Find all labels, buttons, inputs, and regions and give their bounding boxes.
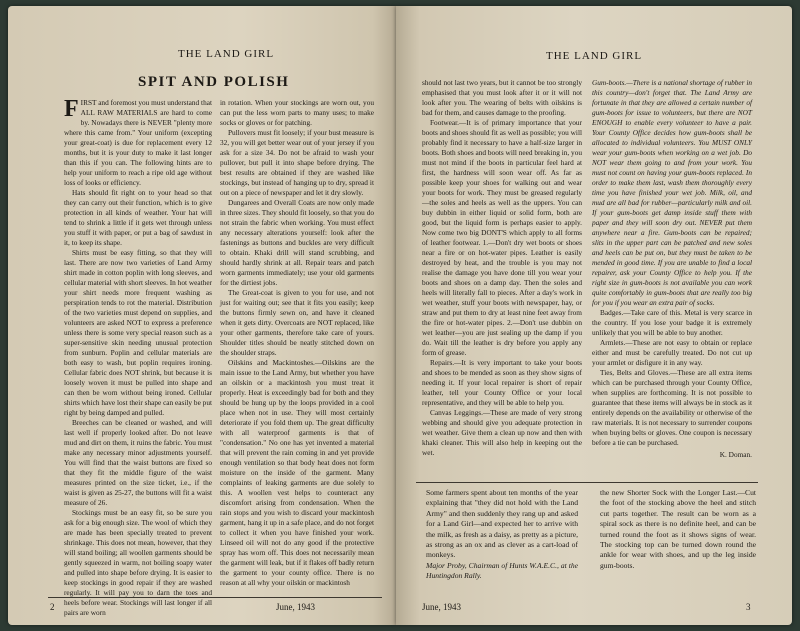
- quote-box: [426, 488, 578, 588]
- left-page: [8, 6, 396, 625]
- paragraph: Repairs.—It is very important to take your boots and shoes to be mended as soon as they show signs of needing it. If your local repairer is short of repair leather, tell your County Office or your local representative, and they will be able to help you.: [422, 358, 582, 407]
- drop-cap: F: [64, 96, 79, 122]
- paragraph: Shirts must be easy fitting, so that they will last. There are now two varieties of Land Army shirt made in cotton poplin with long sleeves, and cellular material with short sleeves. In hot weather your shirt needs more frequent washing as perspiration tends to rot the material. Distribution of the two varieties must depend on supplies, and volunteers are asked NOT to express a preference unless there is some very special reason such as a super-sensitive skin needing unusual protection from sunburn. Poplin and cellular materials are both easy to wash, but poplin requires ironing. Cellular fabric does NOT shrink, but because it is loosely woven it must be pulled into shape and can then be worn without being ironed. Cellular shirts which have lost their shape can easily be put right by being damped and pulled.: [64, 248, 212, 417]
- footer-rule: [48, 597, 382, 598]
- issue-date: June, 1943: [276, 602, 315, 612]
- paragraph: The Great-coat is given to you for use, and not just for waiting out; see that it fits you easily; keep the buttons firmly sewn on, and have it cleaned when it gets dirty. Overcoats are NOT replaced, like your other garments, therefore take care of yours. Shoulder titles should be neatly stitched down on the shoulder straps.: [220, 288, 374, 357]
- paragraph: Pullovers must fit loosely; if your bust measure is 32, you will get better wear out of your jersey if you ask for a size 34. Do not be afraid to wash your pullover, but pull it into shape before drying. The best results are obtained if they are washed like stockings, but instead of hanging up to dry, spread it out on a piece of newspaper and let it dry slowly.: [220, 128, 374, 197]
- right-page: [396, 6, 792, 625]
- quote-text: Some farmers spent about ten months of the year explaining that "they did not hold with the Land Army" and then suddenly they rang up and asked for a Land Girl—and expected her to arrive with the milk, as fresh as a daisy, as pretty as a picture, as strong as an ox and as clever as a cart-load of monkeys.: [426, 488, 578, 560]
- box-top-rule: [416, 482, 758, 483]
- right-column-1: [422, 78, 582, 478]
- left-column-2: [220, 98, 374, 595]
- paragraph: Dungarees and Overall Coats are now only made in three sizes. They should fit loosely, so that you do not strain the fabric when working. You must effect any necessary alterations yourself: look after the fastenings as buttons and buckles are very difficult to obtain. Khaki drill will stand scrubbing, and should hardly shrink at all. Repair tears and patch worn garments immediately; use your old garments for the dirtiest jobs.: [220, 198, 374, 287]
- paragraph: Footwear.—It is of primary importance that your boots and shoes should fit as well as possible; you will probably find it necessary to have a half-size larger in boots. Both shoes and boots will need breaking in, you must not mind if the boots in particular feel hard at first, the hardness will soon wear off. As far as possible keep your shoes for walking out and wear your boots for work. They must be greased regularly—the soles and heels as well as the uppers. You can buy dubbin in either liquid or solid form, both are good, but the liquid form is perhaps easier to apply. Now come two big DONT'S which apply to all forms of leather footwear. 1.—Don't dry wet boots or shoes near a fire or on hot-water pipes. Leather is easily destroyed by heat, and the trouble is you may not realise the damage you have done till you wear your boots and shoes on a damp day. Then the soles and heels will literally fall to pieces. After a day's work in wet weather, stuff your boots with newspaper, hay, or straw and put them to dry at least nine feet away from the fire or hot-water pipes. 2.—Don't use dubbin on wet leather—you are just sealing up the damp if you do. Wait till the leather is dry before you apply any form of grease.: [422, 118, 582, 357]
- paragraph: Badges.—Take care of this. Metal is very scarce in the country. If you lose your badge it is extremely unlikely that you will be able to buy another.: [592, 308, 752, 337]
- sock-tip-box: [600, 488, 756, 588]
- page-number: 3: [746, 602, 751, 612]
- paragraph: Ties, Belts and Gloves.—These are all extra items which can be purchased through your County Office, when supplies are forthcoming. It is not possible to guarantee that these items will always be in stock as it entirely depends on the availability or otherwise of the raw materials. It is not necessary to surrender coupons when buying belts or gloves. One coupon is necessary before a tie can be purchased.: [592, 368, 752, 447]
- right-column-2: [592, 78, 752, 480]
- page-number: 2: [50, 602, 55, 612]
- left-column-1: [64, 96, 212, 617]
- paragraph: Oilskins and Mackintoshes.—Oilskins are the main issue to the Land Army, but whether you have an oilskin or a mackintosh you must treat it properly. Heat is exceedingly bad for both and they should be hung up by the loops provided in a cool place when not in use. They will most certainly deteriorate if you fold them up. The great difficulty with all waterproof garments is that of "condensation." No one has yet invented a material that will prevent the rain coming in and yet provide enough ventilation so that body heat does not form moisture on the inside of the garment. Many complaints of leaking garments are due solely to this. A woollen vest helps to counteract any discomfort arising from condensation. When the rain stops and you wish to discard your mackintosh garment, hang it up in a safe place, and do not forget to collect it when you have finished your work. Linseed oil will not do any good if the protective spray has worn off. This does not necessarily mean the garment will leak, but if it flakes off badly return the garment to your county office. There is no reason at all why your oilskin or mackintosh: [220, 358, 374, 587]
- paragraph: Breeches can be cleaned or washed, and will last well if properly looked after. Do not leave mud and dirt on them, it ruins the fabric. You must make any necessary minor adjustments yourself. You will find that the waist buttons are fixed so that they fit the middle figure of the waist measures printed on the size ticket, i.e., if the waist is given as 25-27, the buttons will fit a waist measure of 26.: [64, 418, 212, 507]
- paragraph: Hats should fit right on to your head so that they can carry out their function, which is to give protection in all kinds of weather. Your hat will tend to shrink a little if it gets wet through unless you stuff it with paper, or put a bag of sawdust in it, to keep its shape.: [64, 188, 212, 247]
- issue-date: June, 1943: [422, 602, 461, 612]
- tip-text: the new Shorter Sock with the Longer Last.—Cut the foot of the stocking above the heel and stitch cut parts together. The result can be worn as a spiral sock as there is no definite heel, and can be turned round the foot as it shows signs of wear. The stocking top can be turned down round the ankle for wear with shoes, and up the leg inside gum-boots.: [600, 488, 756, 570]
- paragraph: should not last two years, but it cannot be too strongly emphasised that you must look after it or it will not look after you. The wearing of belts with oilskins is bad for them, and causes damage to the proofing.: [422, 78, 582, 117]
- magazine-spread: [8, 6, 792, 625]
- paragraph: Gum-boots.—There is a national shortage of rubber in this country—don't forget that. The Land Army are fortunate in that they are allowed a certain number of gum-boots for issue to volunteers, but there are NOT ENOUGH to enable every volunteer to have a pair. Your County Office decides how gum-boots shall be allocated to individual volunteers. You MUST ONLY wear your gum-boots when working on a wet job. Do NOT wear them going to and from your work. You must not count on having your gum-boots replaced. In order to make them last, wash them thoroughly every time you have finished your wet job. Milk, oil, and mud are all bad for rubber—particularly milk and oil. If your gum-boots get damp inside stuff them with paper and they will soon dry out. NEVER put them anywhere near a fire. Gum-boots can be repaired; slits in the upper part can be patched and new soles and heels can be put on, but they must be taken to be mended in good time. If you are unable to find a local repairer, ask your County Office to help you. If the right size in gum-boots is not available you can work quite comfortably in gum-boots that are really too big for you if you wear an extra pair of socks.: [592, 78, 752, 307]
- paragraph: Stockings must be an easy fit, so be sure you ask for a big enough size. The wool of which they are made has been specially treated to prevent shrinkage. This does not mean, however, that they will stand boiling; all woollen garments should be gently squeezed in warm, not boiling soapy water and pulled into shape before drying. It is easier to keep stockings in good repair if they are washed regularly. It will pay you to darn the toes and heels before wear. Stockings will last longer if all pairs are worn: [64, 508, 212, 617]
- paragraph: Canvas Leggings.—These are made of very strong webbing and should give you adequate protection in wet weather. Give them a clean up now and then with khaki cleaner. This will also help in keeping out the wet.: [422, 408, 582, 457]
- quote-attribution: Major Proby, Chairman of Hunts W.A.E.C., at the Huntingdon Rally.: [426, 560, 578, 581]
- article-title: SPIT AND POLISH: [138, 74, 290, 90]
- paragraph: in rotation. When your stockings are worn out, you can put the less worn parts to many uses; to make socks or gloves or for patching.: [220, 98, 374, 127]
- paragraph: Armlets.—These are not easy to obtain or replace either and must be carefully treated. Do not cut up your armlet or disfigure it in any way.: [592, 338, 752, 367]
- paragraph: FIRST and foremost you must understand that ALL RAW MATERIALS are hard to come by. Nowadays there is NEVER "plenty more where this came from." Your uniform (excepting your great-coat) is due for replacement every 12 months, but it is your duty to make it last longer than this if you can. The following hints are to help your uniform to reach a ripe old age without loss of looks or efficiency.: [64, 96, 212, 187]
- running-head: THE LAND GIRL: [178, 48, 275, 60]
- author-signature: K. Doman.: [719, 450, 752, 459]
- running-head: THE LAND GIRL: [546, 50, 643, 62]
